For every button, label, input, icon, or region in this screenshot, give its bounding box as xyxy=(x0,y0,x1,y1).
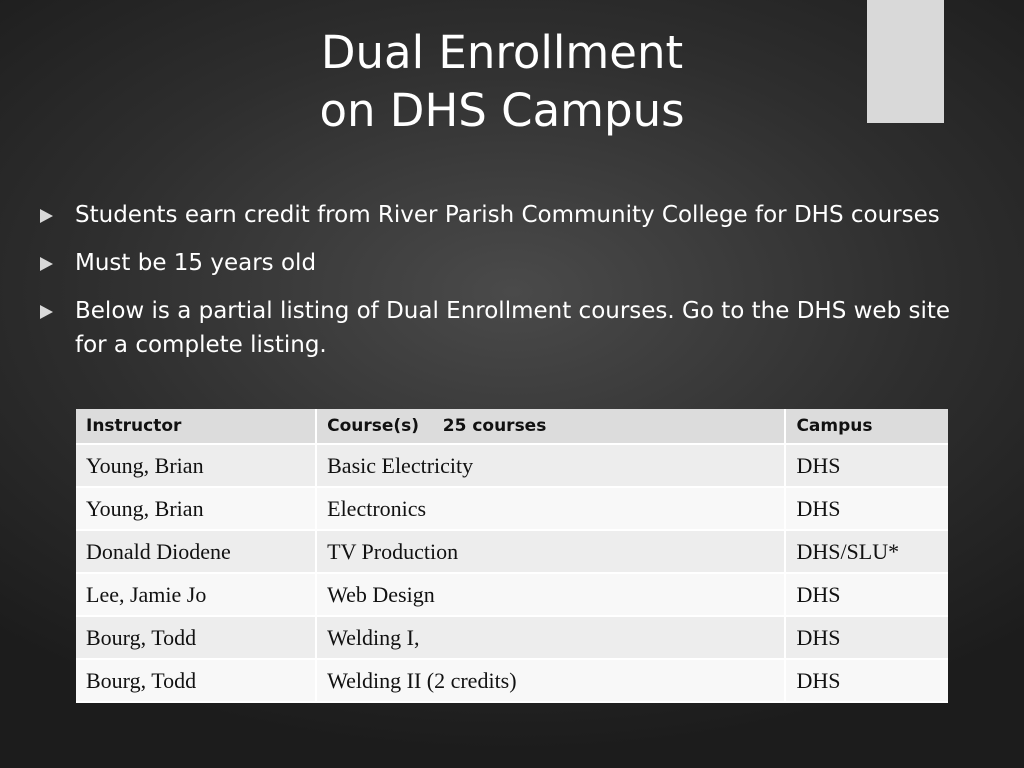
triangle-bullet-icon xyxy=(40,305,53,319)
bullet-item xyxy=(38,294,988,362)
bullet-item xyxy=(38,246,988,280)
cell-course: Basic Electricity xyxy=(316,444,785,487)
courses-table xyxy=(76,409,948,703)
column-header-campus: Campus xyxy=(785,409,948,444)
table-row xyxy=(76,616,948,659)
cell-instructor: Bourg, Todd xyxy=(76,616,316,659)
table-row xyxy=(76,487,948,530)
cell-instructor: Donald Diodene xyxy=(76,530,316,573)
cell-campus: DHS xyxy=(785,659,948,702)
triangle-bullet-icon xyxy=(40,209,53,223)
bullet-text: Must be 15 years old xyxy=(75,250,317,276)
cell-course: TV Production xyxy=(316,530,785,573)
cell-course: Welding II (2 credits) xyxy=(316,659,785,702)
bullet-text: Below is a partial listing of Dual Enrollment courses. Go to the DHS web site for a complete listing. xyxy=(75,298,951,358)
corner-accent-tab xyxy=(867,0,944,123)
table-row xyxy=(76,573,948,616)
cell-instructor: Bourg, Todd xyxy=(76,659,316,702)
cell-campus: DHS xyxy=(785,616,948,659)
cell-campus: DHS xyxy=(785,573,948,616)
column-header-instructor: Instructor xyxy=(76,409,316,444)
cell-campus: DHS xyxy=(785,487,948,530)
bullet-text: Students earn credit from River Parish Community College for DHS courses xyxy=(75,202,940,228)
cell-instructor: Young, Brian xyxy=(76,487,316,530)
table-header-row xyxy=(76,409,948,444)
bullet-list xyxy=(38,198,988,376)
slide-title-line-1: Dual Enrollment xyxy=(320,26,684,79)
cell-campus: DHS xyxy=(785,444,948,487)
column-header-courses xyxy=(316,409,785,444)
column-header-courses-text: Course(s) 25 courses xyxy=(327,416,547,436)
table-row xyxy=(76,444,948,487)
slide-title-line-2: on DHS Campus xyxy=(319,84,685,137)
cell-course: Web Design xyxy=(316,573,785,616)
slide-title xyxy=(200,24,804,140)
table-row xyxy=(76,530,948,573)
triangle-bullet-icon xyxy=(40,257,53,271)
cell-campus: DHS/SLU* xyxy=(785,530,948,573)
cell-instructor: Lee, Jamie Jo xyxy=(76,573,316,616)
cell-instructor: Young, Brian xyxy=(76,444,316,487)
cell-course: Welding I, xyxy=(316,616,785,659)
bullet-item xyxy=(38,198,988,232)
cell-course: Electronics xyxy=(316,487,785,530)
table-row xyxy=(76,659,948,702)
